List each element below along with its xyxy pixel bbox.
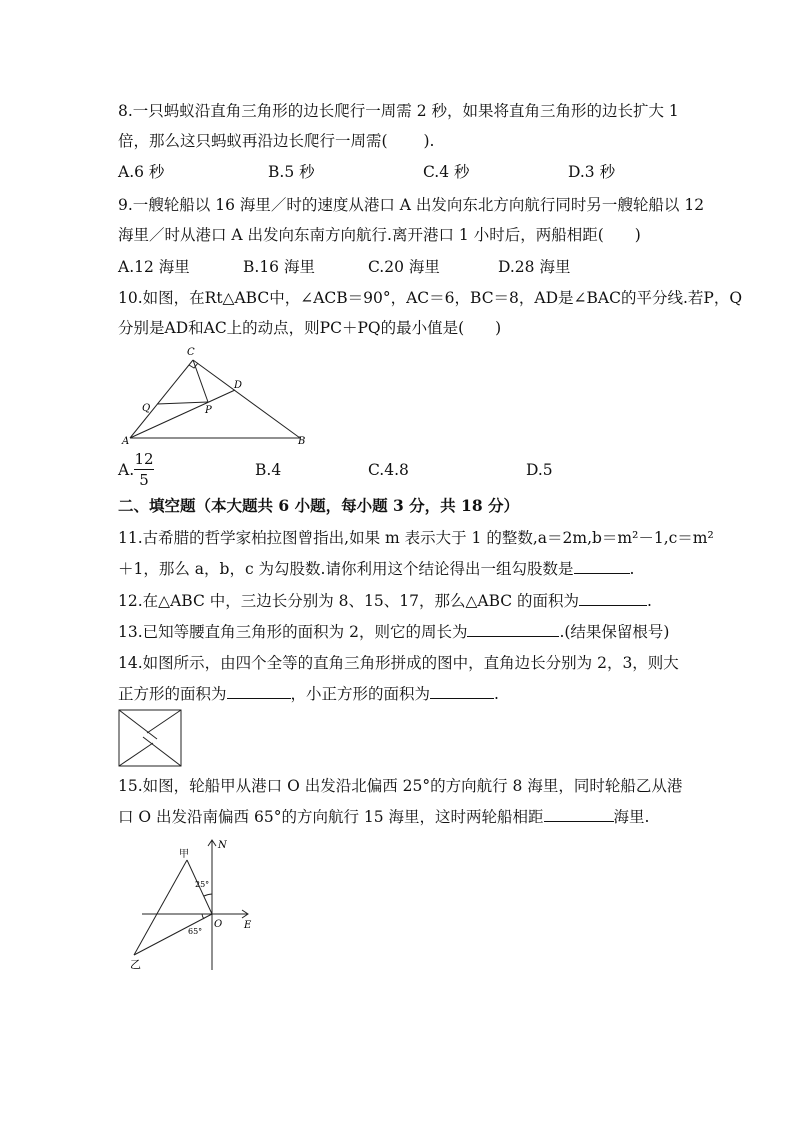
q10-option-a-denominator: 5	[139, 471, 149, 489]
q14-pinwheel-square-figure	[118, 709, 182, 767]
q10-option-d: D.5	[526, 461, 553, 479]
q10-label-a: A	[122, 436, 130, 447]
q14-answer-blank-1	[227, 684, 291, 699]
q15-label-e: E	[244, 920, 252, 931]
q10-option-c: C.4.8	[368, 461, 409, 479]
q8-option-b: B.5 秒	[268, 163, 315, 181]
q10-option-a-prefix: A.	[118, 461, 135, 479]
q12-end: .	[647, 592, 652, 610]
q14-line2-end: .	[494, 685, 499, 703]
q9-option-b: B.16 海里	[243, 258, 315, 276]
q10-label-p: P	[205, 405, 212, 416]
q15-label-o: O	[214, 919, 223, 930]
q10-line2: 分别是AD和AC上的动点，则PC＋PQ的最小值是( )	[118, 319, 502, 337]
q11-line1: 11.古希腊的哲学家柏拉图曾指出,如果 m 表示大于 1 的整数,a＝2m,b＝m²－1,c＝m²	[118, 529, 714, 547]
q12-text: 12.在△ABC 中，三边长分别为 8、15、17，那么△ABC 的面积为	[118, 592, 580, 610]
q15-label-yi: 乙	[130, 958, 141, 971]
q14-answer-blank-2	[430, 684, 494, 699]
q9-option-a: A.12 海里	[118, 258, 190, 276]
q10-option-a-fraction	[134, 450, 154, 489]
q15-answer-blank	[544, 807, 614, 822]
section2-title: 二、填空题（本大题共 6 小题，每小题 3 分，共 18 分）	[118, 496, 520, 515]
q11-line2-end: .	[629, 560, 635, 578]
q9-option-c: C.20 海里	[368, 258, 440, 276]
q10-label-b: B	[298, 436, 306, 447]
q15-label-n: N	[218, 840, 227, 851]
q13-answer-blank	[467, 622, 559, 637]
q15-line1: 15.如图，轮船甲从港口 O 出发沿北偏西 25°的方向航行 8 海里，同时轮船乙从港	[118, 777, 683, 795]
q15-line2-end: 海里.	[613, 808, 650, 826]
q15-navigation-figure	[120, 836, 270, 976]
q15-label-angle-65: 65°	[188, 927, 203, 936]
q9-option-d: D.28 海里	[498, 258, 571, 276]
q8-option-d: D.3 秒	[568, 163, 616, 181]
q9-line1: 9.一艘轮船以 16 海里／时的速度从港口 A 出发向东北方向航行同时另一艘轮船以 12	[118, 196, 705, 214]
q14-line2b: ，小正方形的面积为	[290, 685, 431, 703]
q10-option-b: B.4	[255, 461, 282, 479]
q10-label-c: C	[187, 347, 195, 358]
q13-line	[118, 622, 669, 642]
q12-answer-blank	[579, 591, 647, 606]
q15-line2: 口 O 出发沿南偏西 65°的方向航行 15 海里，这时两轮船相距	[118, 808, 544, 826]
q15-label-angle-25: 25°	[195, 880, 210, 889]
q15-line2-wrap	[118, 807, 649, 827]
q10-label-q: Q	[142, 403, 151, 414]
q14-line2-wrap	[118, 684, 499, 704]
q10-option-a-numerator: 12	[134, 450, 154, 468]
q12-line	[118, 591, 652, 611]
q10-triangle-figure	[118, 340, 318, 448]
q8-line1: 8.一只蚂蚁沿直角三角形的边长爬行一周需 2 秒，如果将直角三角形的边长扩大 1	[118, 102, 679, 120]
q10-line1: 10.如图，在Rt△ABC中，∠ACB＝90°，AC＝6，BC＝8，AD是∠BAC的平分线.若P，Q	[118, 289, 743, 307]
q13-text: 13.已知等腰直角三角形的面积为 2，则它的周长为	[118, 623, 468, 641]
q8-line2: 倍，那么这只蚂蚁再沿边长爬行一周需( ).	[118, 132, 435, 150]
q8-option-a: A.6 秒	[118, 163, 165, 181]
q11-line2-wrap	[118, 559, 634, 579]
q10-label-d: D	[234, 380, 243, 391]
q15-label-jia: 甲	[179, 849, 189, 860]
q14-line1: 14.如图所示，由四个全等的直角三角形拼成的图中，直角边长分别为 2，3，则大	[118, 654, 679, 672]
q14-line2a: 正方形的面积为	[118, 685, 227, 703]
q13-end: .(结果保留根号)	[559, 623, 670, 641]
q11-answer-blank	[574, 559, 630, 574]
q8-option-c: C.4 秒	[423, 163, 470, 181]
q11-line2: ＋1，那么 a，b，c 为勾股数.请你利用这个结论得出一组勾股数是	[118, 560, 574, 578]
q9-line2: 海里／时从港口 A 出发向东南方向航行.离开港口 1 小时后，两船相距( )	[118, 226, 641, 244]
